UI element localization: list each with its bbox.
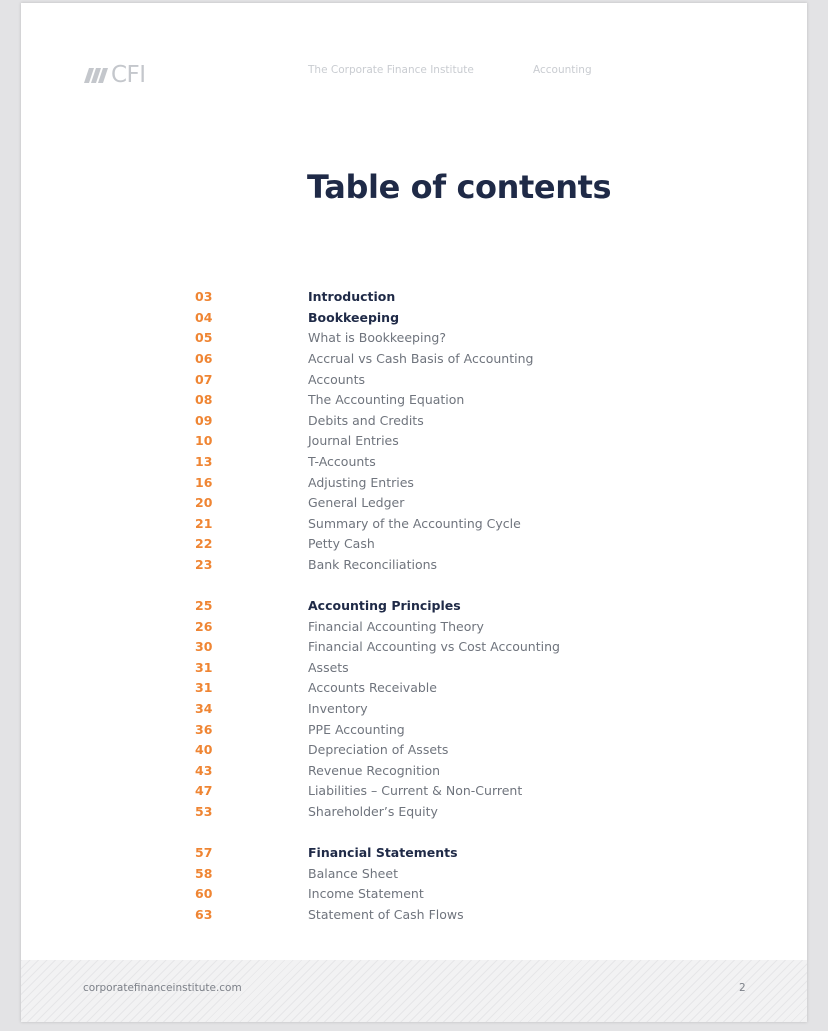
toc-entry[interactable] (21, 514, 807, 534)
toc-entry[interactable] (21, 370, 807, 390)
toc-entry[interactable] (21, 349, 807, 369)
toc-entry-title: Adjusting Entries (308, 474, 414, 490)
toc-entry[interactable] (21, 596, 807, 616)
toc-entry-title: Bank Reconciliations (308, 557, 438, 572)
document-page (21, 3, 807, 1022)
toc-entry[interactable] (21, 308, 807, 328)
toc-page-number: 16 (195, 474, 213, 490)
toc-page-number: 58 (195, 865, 213, 881)
toc-page-number: 05 (195, 330, 213, 345)
toc-entry[interactable] (21, 864, 807, 884)
toc-page-number: 57 (195, 845, 213, 860)
toc-entry-title: T-Accounts (308, 454, 376, 469)
footer-page-number: 2 (739, 982, 746, 994)
toc-entry-title: Financial Accounting Theory (308, 618, 484, 634)
toc-entry-title: Shareholder’s Equity (308, 804, 438, 819)
toc-entry[interactable] (21, 905, 807, 925)
toc-entry[interactable] (21, 678, 807, 698)
toc-page-number: 13 (195, 454, 213, 469)
toc-entry-title: Balance Sheet (308, 865, 398, 881)
toc-entry[interactable] (21, 452, 807, 472)
logo-text: CFI (111, 62, 146, 88)
header-organization: The Corporate Finance Institute (308, 64, 474, 76)
toc-page-number: 26 (195, 618, 213, 634)
toc-entry-title: Liabilities – Current & Non-Current (308, 783, 523, 798)
toc-entry[interactable] (21, 699, 807, 719)
toc-page-number: 25 (195, 598, 213, 613)
toc-entry-title: Assets (308, 659, 349, 675)
toc-page-number: 31 (195, 659, 213, 675)
toc-page-number: 47 (195, 783, 213, 798)
toc-page-number: 20 (195, 495, 213, 510)
toc-page-number: 10 (195, 433, 213, 448)
toc-entry-title: General Ledger (308, 495, 405, 510)
toc-page-number: 22 (195, 536, 213, 551)
cfi-logo (83, 61, 146, 89)
toc-section-title: Accounting Principles (308, 598, 461, 613)
page-footer (21, 960, 807, 1022)
toc-entry-title: Financial Accounting vs Cost Accounting (308, 639, 560, 654)
toc-entry[interactable] (21, 884, 807, 904)
toc-page-number: 60 (195, 886, 213, 901)
toc-entry[interactable] (21, 720, 807, 740)
toc-entry-title: PPE Accounting (308, 721, 405, 737)
toc-page-number: 21 (195, 516, 213, 531)
toc-section-title: Bookkeeping (308, 309, 400, 325)
toc-section-title: Introduction (308, 289, 396, 304)
toc-entry-title: Revenue Recognition (308, 763, 441, 778)
toc-entry[interactable] (21, 534, 807, 554)
page-title: Table of contents (307, 168, 612, 206)
toc-entry[interactable] (21, 493, 807, 513)
toc-entry[interactable] (21, 431, 807, 451)
toc-entry-title: Statement of Cash Flows (308, 906, 464, 922)
toc-page-number: 40 (195, 742, 213, 757)
toc-entry[interactable] (21, 390, 807, 410)
toc-entry-title: Summary of the Accounting Cycle (308, 516, 521, 531)
toc-entry-title: Debits and Credits (308, 413, 424, 428)
toc-page-number: 53 (195, 804, 213, 819)
toc-page-number: 34 (195, 701, 213, 716)
cfi-logo-mark-icon (83, 65, 109, 85)
toc-entry[interactable] (21, 473, 807, 493)
toc-page-number: 04 (195, 309, 213, 325)
toc-entry-title: Income Statement (308, 886, 424, 901)
toc-entry[interactable] (21, 287, 807, 307)
toc-page-number: 03 (195, 289, 213, 304)
toc-page-number: 43 (195, 763, 213, 778)
toc-page-number: 30 (195, 639, 213, 654)
toc-entry[interactable] (21, 617, 807, 637)
toc-entry[interactable] (21, 328, 807, 348)
toc-page-number: 08 (195, 392, 213, 407)
toc-entry-title: Depreciation of Assets (308, 742, 449, 757)
toc-entry[interactable] (21, 658, 807, 678)
toc-entry[interactable] (21, 555, 807, 575)
toc-entry-title: What is Bookkeeping? (308, 330, 446, 345)
toc-entry[interactable] (21, 411, 807, 431)
toc-section-title: Financial Statements (308, 845, 458, 860)
toc-entry-title: The Accounting Equation (308, 392, 465, 407)
header-section: Accounting (533, 64, 592, 76)
toc-page-number: 31 (195, 680, 213, 695)
toc-page-number: 09 (195, 413, 213, 428)
toc-entry[interactable] (21, 802, 807, 822)
toc-entry[interactable] (21, 740, 807, 760)
toc-page-number: 23 (195, 557, 213, 572)
toc-entry[interactable] (21, 781, 807, 801)
toc-entry[interactable] (21, 843, 807, 863)
toc-page-number: 07 (195, 371, 213, 387)
toc-entry-title: Accrual vs Cash Basis of Accounting (308, 351, 534, 366)
toc-page-number: 06 (195, 351, 213, 366)
toc-entry-title: Inventory (308, 701, 368, 716)
toc-entry-title: Accounts (308, 371, 365, 387)
toc-page-number: 36 (195, 721, 213, 737)
toc-entry-title: Journal Entries (308, 433, 399, 448)
toc-page-number: 63 (195, 906, 213, 922)
toc-entry[interactable] (21, 637, 807, 657)
toc-entry-title: Accounts Receivable (308, 680, 437, 695)
footer-url[interactable]: corporatefinanceinstitute.com (83, 982, 242, 994)
toc-entry-title: Petty Cash (308, 536, 375, 551)
toc-entry[interactable] (21, 761, 807, 781)
